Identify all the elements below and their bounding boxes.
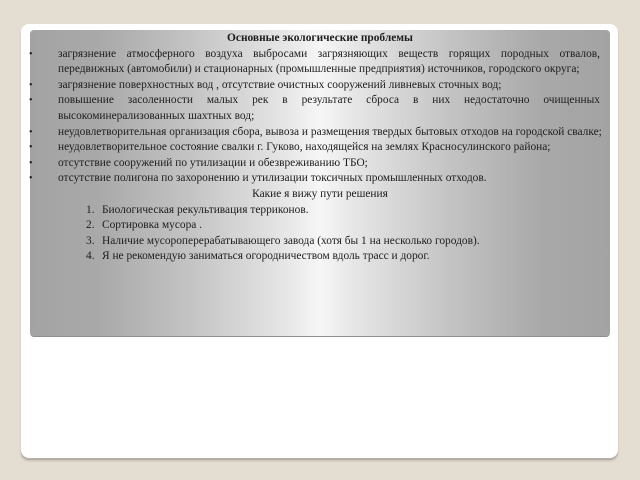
slide-title: Основные экологические проблемы — [227, 32, 413, 44]
solution-item: 2. Сортировка мусора . — [86, 219, 203, 232]
solutions-list — [30, 203, 630, 265]
problem-item: • загрязнение поверхностных вод , отсутствие очистных сооружений ливневых сточных вод; — [30, 78, 630, 94]
bullet-icon: • — [29, 48, 33, 60]
bullet-icon: • — [29, 142, 33, 154]
problems-list — [30, 47, 630, 187]
problem-item: • неудовлетворительное состояние свалки г. Гуково, находящейся на землях Красносулинского района; — [30, 140, 630, 156]
problem-item: • неудовлетворительная организация сбора, вывоза и размещения твердых бытовых отходов на городской свалке; — [30, 125, 630, 141]
solution-item: 1. Биологическая рекультивация терриконов. — [86, 203, 309, 216]
problem-item: • отсутствие полигона по захоронению и утилизации токсичных промышленных отходов. — [30, 171, 630, 187]
solution-item: 4. Я не рекомендую заниматься огородничеством вдоль трасс и дорог. — [86, 250, 430, 263]
problem-item: • повышение засоленности малых рек в результате сброса в них недостаточно очищенных высокоминерализованных шахтных вод; — [29, 94, 600, 122]
problem-item: • отсутствие сооружений по утилизации и обезвреживанию ТБО; — [30, 156, 630, 172]
problem-item: • загрязнение атмосферного воздуха выбросами загрязняющих веществ горящих породных отвалов, передвижных (автомобили) и стационарных (промышленные предприятия) источников, городского округа; — [29, 47, 600, 76]
bullet-icon: • — [29, 157, 33, 169]
slide-content — [30, 30, 630, 265]
bullet-icon: • — [29, 126, 33, 138]
solutions-title: Какие я вижу пути решения — [252, 187, 388, 200]
bullet-icon: • — [29, 173, 33, 185]
solution-item: 3. Наличие мусороперерабатывающего завода (хотя бы 1 на несколько городов). — [86, 234, 480, 247]
bullet-icon: • — [29, 95, 33, 107]
bullet-icon: • — [29, 79, 33, 91]
